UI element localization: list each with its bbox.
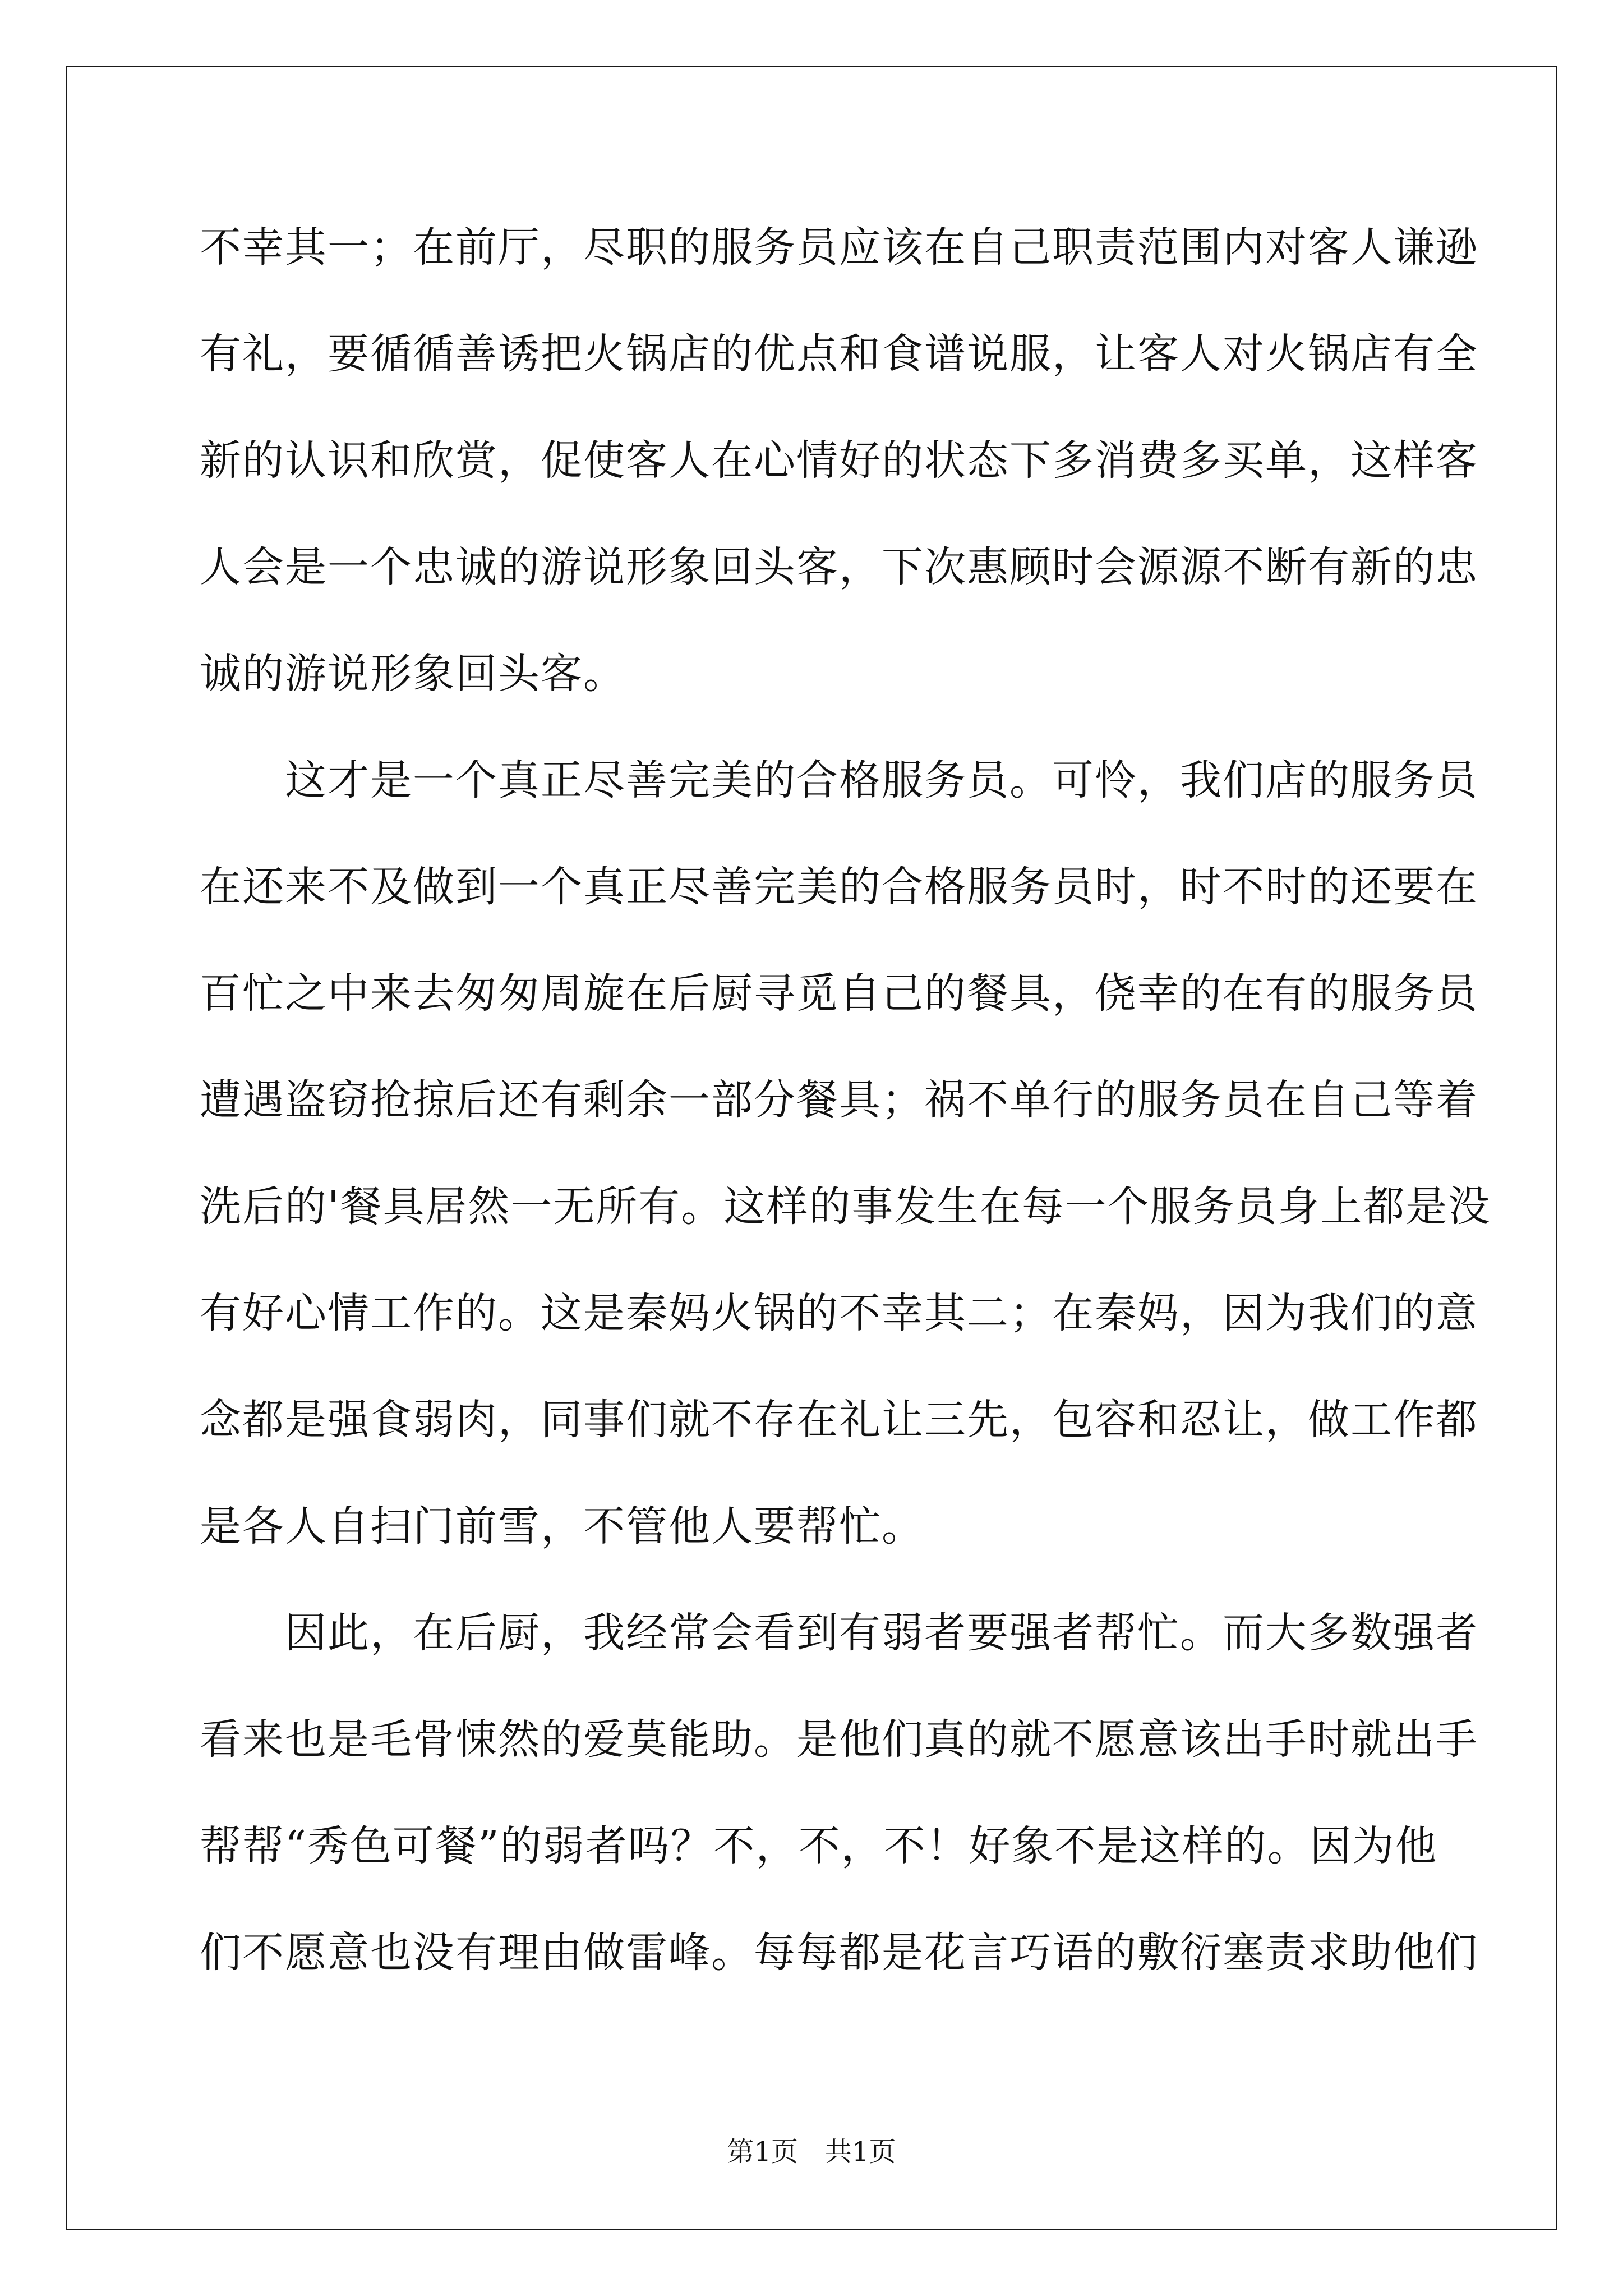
- text-line: 有礼，要循循善诱把火锅店的优点和食谱说服，让客人对火锅店有全: [200, 330, 1478, 378]
- text-line: 在还来不及做到一个真正尽善完美的合格服务员时，时不时的还要在: [200, 863, 1478, 911]
- text-line: 洗后的'餐具居然一无所有。这样的事发生在每一个服务员身上都是没: [200, 1182, 1491, 1231]
- text-line: 不幸其一；在前厅，尽职的服务员应该在自己职责范围内对客人谦逊: [200, 223, 1478, 272]
- document-body: [200, 212, 1491, 2024]
- text-line: 新的认识和欣赏，促使客人在心情好的状态下多消费多买单，这样客: [200, 436, 1478, 485]
- text-line: 百忙之中来去匆匆周旋在后厨寻觅自己的餐具，侥幸的在有的服务员: [200, 969, 1478, 1018]
- text-line: 诚的游说形象回头客。: [200, 650, 626, 698]
- text-line: 念都是强食弱肉，同事们就不存在礼让三先，包容和忍让，做工作都: [200, 1396, 1478, 1444]
- text-line: 看来也是毛骨悚然的爱莫能助。是他们真的就不愿意该出手时就出手: [200, 1715, 1478, 1764]
- text-line: 帮帮“秀色可餐”的弱者吗？不，不，不！好象不是这样的。因为他: [200, 1822, 1438, 1870]
- page-number-footer: 第1页 共1页: [727, 2136, 896, 2168]
- text-line: 们不愿意也没有理由做雷峰。每每都是花言巧语的敷衍塞责求助他们: [200, 1929, 1478, 1977]
- text-line: 是各人自扫门前雪，不管他人要帮忙。: [200, 1502, 924, 1550]
- text-line: 人会是一个忠诚的游说形象回头客，下次惠顾时会源源不断有新的忠: [200, 543, 1478, 591]
- text-line: 因此，在后厨，我经常会看到有弱者要强者帮忙。而大多数强者: [200, 1609, 1478, 1657]
- text-line: 这才是一个真正尽善完美的合格服务员。可怜，我们店的服务员: [200, 756, 1478, 804]
- text-line: 遭遇盗窃抢掠后还有剩余一部分餐具；祸不单行的服务员在自己等着: [200, 1076, 1478, 1124]
- text-line: 有好心情工作的。这是秦妈火锅的不幸其二；在秦妈，因为我们的意: [200, 1289, 1478, 1337]
